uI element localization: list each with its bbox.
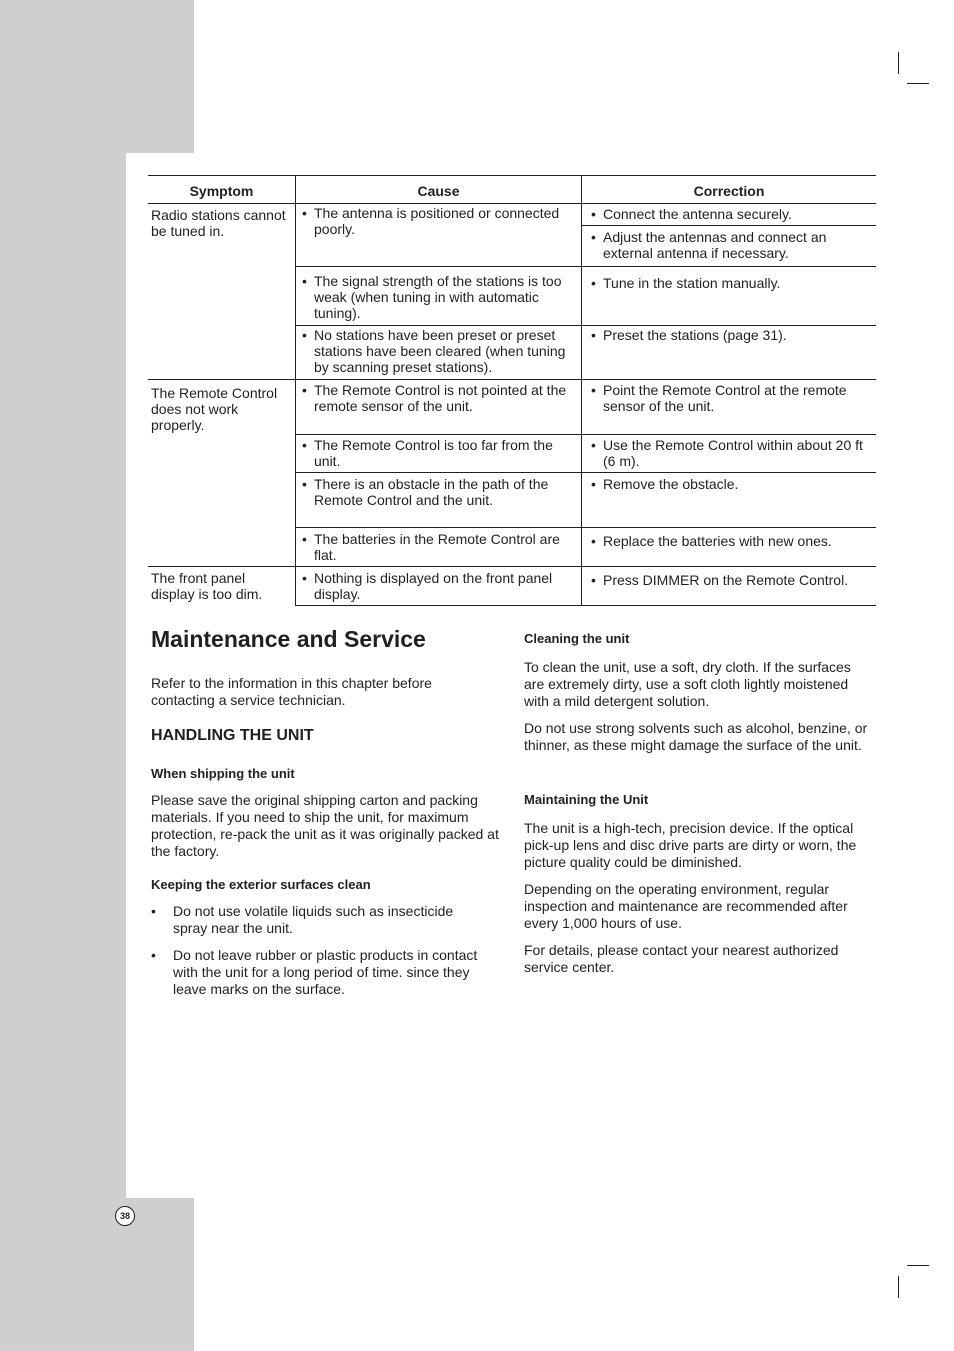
exterior-bullet: • Do not use volatile liquids such as insecticide spray near the unit. bbox=[151, 903, 491, 937]
correction-cell: • Replace the batteries with new ones. bbox=[589, 533, 871, 549]
cause-cell: • The Remote Control is not pointed at the remote sensor of the unit. bbox=[300, 382, 578, 414]
margin-band-bottom bbox=[0, 1198, 194, 1351]
crop-mark bbox=[898, 52, 899, 74]
intro-text: Refer to the information in this chapter before contacting a service technician. bbox=[151, 675, 432, 708]
handling-heading: HANDLING THE UNIT bbox=[151, 727, 314, 744]
page-number: 38 bbox=[115, 1206, 135, 1226]
cause-cell: • The signal strength of the stations is too weak (when tuning in with automatic tuning). bbox=[300, 273, 578, 321]
symptom-cell: The front panel display is too dim. bbox=[151, 570, 263, 602]
header-symptom: Symptom bbox=[189, 183, 254, 199]
shipping-heading: When shipping the unit bbox=[151, 766, 295, 781]
cause-cell: • No stations have been preset or preset stations have been cleared (when tuning by scanning preset stations). bbox=[300, 327, 578, 375]
cause-cell: • The Remote Control is too far from the unit. bbox=[300, 437, 578, 469]
correction-cell: • Remove the obstacle. bbox=[589, 476, 871, 492]
cause-cell: • The batteries in the Remote Control are flat. bbox=[300, 531, 578, 563]
symptom-cell: The Remote Control does not work properly. bbox=[151, 385, 278, 433]
margin-band-top bbox=[0, 0, 194, 153]
correction-cell: • Tune in the station manually. bbox=[589, 275, 871, 291]
crop-mark bbox=[907, 1265, 929, 1266]
maintaining-text: The unit is a high-tech, precision device. If the optical pick-up lens and disc drive parts are dirty or worn, the picture quality could be diminished. bbox=[524, 820, 857, 870]
cause-cell: • There is an obstacle in the path of the Remote Control and the unit. bbox=[300, 476, 578, 508]
maintaining-text: Depending on the operating environment, regular inspection and maintenance are recommended after every 1,000 hours of use. bbox=[524, 881, 848, 931]
correction-cell: • Connect the antenna securely. bbox=[589, 206, 871, 222]
shipping-text: Please save the original shipping carton and packing materials. If you need to ship the unit, for maximum protection, re-pack the unit as it was originally packed at the factory. bbox=[151, 792, 499, 859]
header-cause: Cause bbox=[417, 183, 460, 199]
cause-cell: • The antenna is positioned or connected poorly. bbox=[300, 205, 578, 237]
exterior-heading: Keeping the exterior surfaces clean bbox=[151, 877, 371, 892]
cause-cell: • Nothing is displayed on the front panel display. bbox=[300, 570, 578, 602]
correction-cell: • Adjust the antennas and connect an external antenna if necessary. bbox=[589, 229, 871, 261]
header-correction: Correction bbox=[693, 183, 765, 199]
margin-band-left bbox=[0, 153, 126, 1198]
maintaining-heading: Maintaining the Unit bbox=[524, 792, 649, 807]
cleaning-text: Do not use strong solvents such as alcohol, benzine, or thinner, as these might damage the surface of the unit. bbox=[524, 720, 868, 753]
exterior-bullet: • Do not leave rubber or plastic products in contact with the unit for a long period of time. since they leave marks on the surface. bbox=[151, 947, 501, 998]
correction-cell: • Use the Remote Control within about 20 ft (6 m). bbox=[589, 437, 871, 469]
crop-mark bbox=[898, 1276, 899, 1298]
symptom-cell: Radio stations cannot be tuned in. bbox=[151, 207, 286, 239]
maintaining-text: For details, please contact your nearest authorized service center. bbox=[524, 942, 839, 975]
correction-cell: • Point the Remote Control at the remote sensor of the unit. bbox=[589, 382, 871, 414]
cleaning-heading: Cleaning the unit bbox=[524, 631, 630, 646]
cleaning-text: To clean the unit, use a soft, dry cloth. If the surfaces are extremely dirty, use a soft cloth lightly moistened with a mild detergent solution. bbox=[524, 659, 851, 709]
correction-cell: • Preset the stations (page 31). bbox=[589, 327, 871, 343]
section-title: Maintenance and Service bbox=[151, 626, 426, 652]
correction-cell: • Press DIMMER on the Remote Control. bbox=[589, 572, 871, 588]
crop-mark bbox=[907, 83, 929, 84]
